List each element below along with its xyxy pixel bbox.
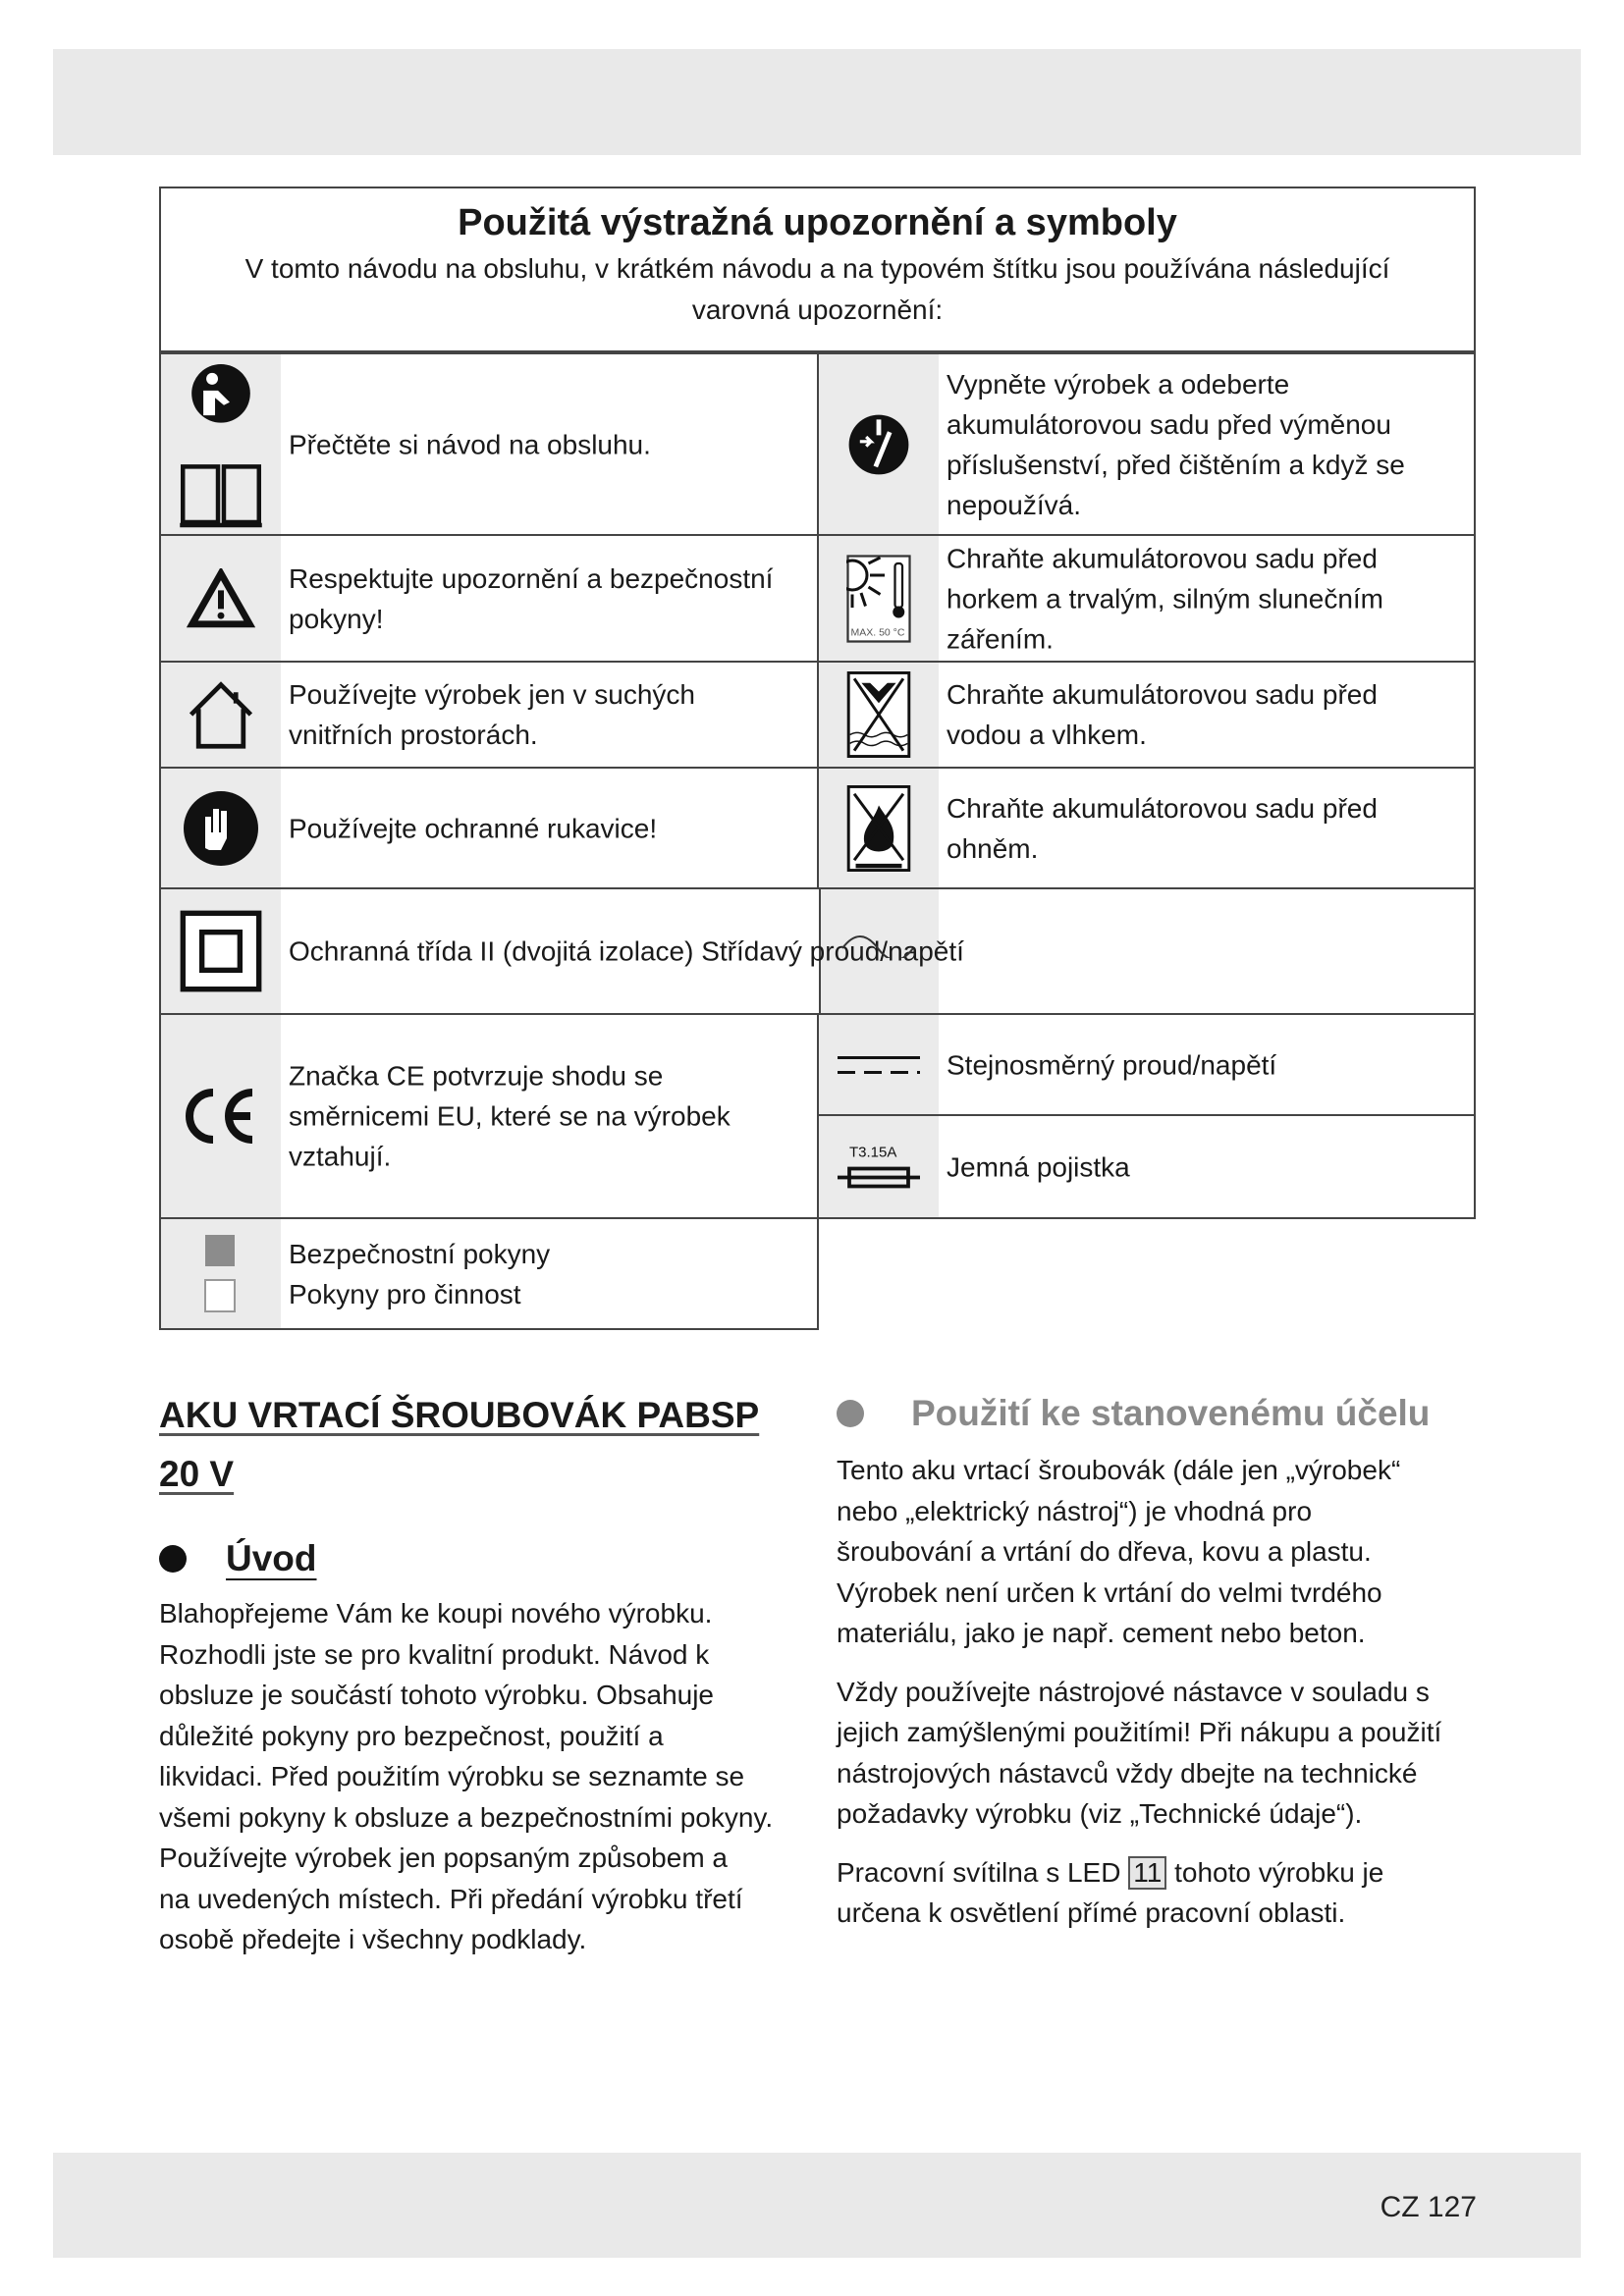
no-water-icon <box>819 663 939 767</box>
text-line: Tento aku vrtací šroubovák (dále jen „výrobek“ <box>837 1455 1401 1485</box>
right-column <box>837 1389 1485 1951</box>
section-title: Použití ke stanovenému účelu <box>911 1393 1431 1434</box>
symbol-row <box>159 661 819 769</box>
text-line: všemi pokyny k obsluze a bezpečnostními pokyny. <box>159 1801 774 1833</box>
description-line: Používejte výrobek jen v suchých <box>289 679 695 710</box>
text-line: Výrobek není určen k vrtání do velmi tvrdého <box>837 1576 1382 1608</box>
legend-squares-icon <box>161 1219 281 1328</box>
symbol-description <box>289 808 809 848</box>
heat-sun-icon <box>819 536 939 661</box>
bullet-icon <box>159 1545 187 1573</box>
text-line: na uvedených místech. Při předání výrobku třetí <box>159 1883 743 1914</box>
symbol-row <box>159 534 819 663</box>
product-heading <box>159 1389 807 1501</box>
symbol-row <box>817 767 1476 889</box>
description-line: Jemná pojistka <box>947 1151 1130 1182</box>
description-line: Bezpečnostní pokyny <box>289 1238 551 1269</box>
table-subtitle <box>161 248 1474 331</box>
description-line: Přečtěte si návod na obsluhu. <box>289 429 651 459</box>
subtitle-line: V tomto návodu na obsluhu, v krátkém návodu a na typovém štítku jsou používána následující <box>244 253 1390 284</box>
symbol-row <box>817 1013 1476 1116</box>
product-heading-line: 20 V <box>159 1454 235 1494</box>
symbol-description <box>289 674 809 755</box>
no-fire-icon <box>819 769 939 887</box>
text-line: osobě předejte i všechny podklady. <box>159 1924 587 1954</box>
description-line: nepoužívá. <box>947 489 1081 520</box>
symbol-description <box>947 788 1466 869</box>
description-line: Značka CE potvrzuje shodu se <box>289 1060 664 1092</box>
text-line: Blahopřejeme Vám ke koupi nového výrobku. <box>159 1598 713 1629</box>
description-line: Chraňte akumulátorovou sadu před <box>947 543 1378 573</box>
description-line: Chraňte akumulátorovou sadu před <box>947 792 1378 824</box>
description-line: zářením. <box>947 623 1054 654</box>
symbol-description <box>947 364 1466 525</box>
description-line: Stejnosměrný proud/napětí <box>947 1049 1277 1080</box>
text-line: důležité pokyny pro bezpečnost, použití a <box>159 1720 664 1751</box>
text-line: likvidaci. Před použitím výrobku se seznamte se <box>159 1761 745 1791</box>
symbol-row <box>817 1114 1476 1219</box>
warning-symbols-table <box>159 187 1476 1330</box>
description-line: horkem a trvalým, silným slunečním <box>947 583 1384 614</box>
gloves-icon <box>161 769 281 887</box>
description-line: pokyny! <box>289 603 384 634</box>
symbol-description <box>289 559 809 639</box>
bullet-icon <box>837 1400 864 1427</box>
intro-paragraph <box>159 1593 807 1960</box>
symbol-row <box>159 767 819 889</box>
description-line: akumulátorovou sadu před výměnou <box>947 408 1391 440</box>
text: tohoto výrobku je <box>1174 1856 1384 1888</box>
intended-use-paragraph-1 <box>837 1450 1485 1654</box>
part-reference-badge: 11 <box>1128 1856 1166 1890</box>
description-line: vodou a vlhkem. <box>947 720 1147 750</box>
unplug-icon <box>819 354 939 534</box>
symbol-description <box>947 674 1466 755</box>
text: Pracovní svítilna s LED <box>837 1856 1121 1888</box>
footer-band <box>53 2153 1581 2258</box>
ce-mark-icon <box>161 1015 281 1217</box>
description-line: Respektujte upozornění a bezpečnostní <box>289 562 774 594</box>
symbol-description <box>947 538 1466 659</box>
left-column <box>159 1389 807 1960</box>
header-band <box>53 49 1581 155</box>
svg-text:MAX. 50 °C: MAX. 50 °C <box>850 626 905 638</box>
description-line: směrnicemi EU, které se na výrobek <box>289 1100 731 1132</box>
intended-use-paragraph-3 <box>837 1852 1485 1934</box>
fuse-icon <box>819 1116 939 1217</box>
table-title: Použitá výstražná upozornění a symboly <box>458 202 1177 243</box>
description-line: vnitřních prostorách. <box>289 720 538 750</box>
text-line: nebo „elektrický nástroj“) je vhodná pro <box>837 1495 1313 1526</box>
description-line: Používejte ochranné rukavice! <box>289 813 658 843</box>
intended-use-paragraph-2 <box>837 1672 1485 1835</box>
symbol-row <box>159 1217 819 1330</box>
description-line: ohněm. <box>947 832 1039 864</box>
text: určena k osvětlení přímé pracovní oblasti. <box>837 1897 1346 1928</box>
description-line: Pokyny pro činnost <box>289 1278 521 1309</box>
dc-icon <box>819 1015 939 1114</box>
description-line: Vypněte výrobek a odeberte <box>947 368 1290 400</box>
section-title: Úvod <box>226 1538 317 1579</box>
ac-wave-icon <box>839 929 917 963</box>
symbol-description <box>289 1234 809 1314</box>
text-line: šroubování a vrtání do dřeva, kovu a plastu. <box>837 1536 1372 1567</box>
description-line: Chraňte akumulátorovou sadu před <box>947 679 1378 710</box>
read-manual-icon <box>161 354 281 534</box>
symbol-description <box>947 1044 1466 1085</box>
page-number: CZ 127 <box>1380 2191 1477 2223</box>
symbol-row <box>159 887 1476 1015</box>
svg-text:T3.15A: T3.15A <box>849 1144 897 1160</box>
text-line: Rozhodli jste se pro kvalitní produkt. Návod k <box>159 1638 710 1670</box>
table-title-cell <box>159 187 1476 352</box>
text-line: materiálu, jako je např. cement nebo beton. <box>837 1618 1366 1648</box>
symbol-row <box>159 352 819 536</box>
symbol-row <box>817 352 1476 536</box>
house-icon <box>161 663 281 767</box>
symbol-description <box>289 1056 809 1177</box>
description-line: příslušenství, před čištěním a když se <box>947 449 1405 480</box>
symbol-row <box>159 1013 819 1219</box>
text-line: Vždy používejte nástrojové nástavce v souladu s <box>837 1676 1430 1707</box>
section-heading-intended-use <box>837 1389 1485 1438</box>
text-line: požadavky výrobku (viz „Technické údaje“). <box>837 1798 1363 1829</box>
text-line: Používejte výrobek jen popsaným způsobem a <box>159 1842 728 1873</box>
description-line: Ochranná třída II (dvojitá izolace) Střídavý proud/napětí <box>289 935 964 967</box>
text-line: nástrojových nástavců vždy dbejte na technické <box>837 1757 1418 1789</box>
symbol-row <box>817 534 1476 663</box>
warning-triangle-icon <box>161 536 281 661</box>
text-line: jejich zamýšlenými použitími! Při nákupu a použití <box>837 1717 1442 1747</box>
subtitle-line: varovná upozornění: <box>691 294 944 325</box>
symbol-row <box>817 661 1476 769</box>
section-heading-intro <box>159 1534 807 1583</box>
symbol-description <box>947 1147 1466 1187</box>
description-line: vztahují. <box>289 1141 392 1172</box>
product-heading-line: AKU VRTACÍ ŠROUBOVÁK PABSP <box>159 1395 760 1435</box>
text-line: obsluze je součástí tohoto výrobku. Obsahuje <box>159 1680 715 1710</box>
symbol-description <box>289 424 809 464</box>
class-ii-icon <box>161 889 281 1013</box>
